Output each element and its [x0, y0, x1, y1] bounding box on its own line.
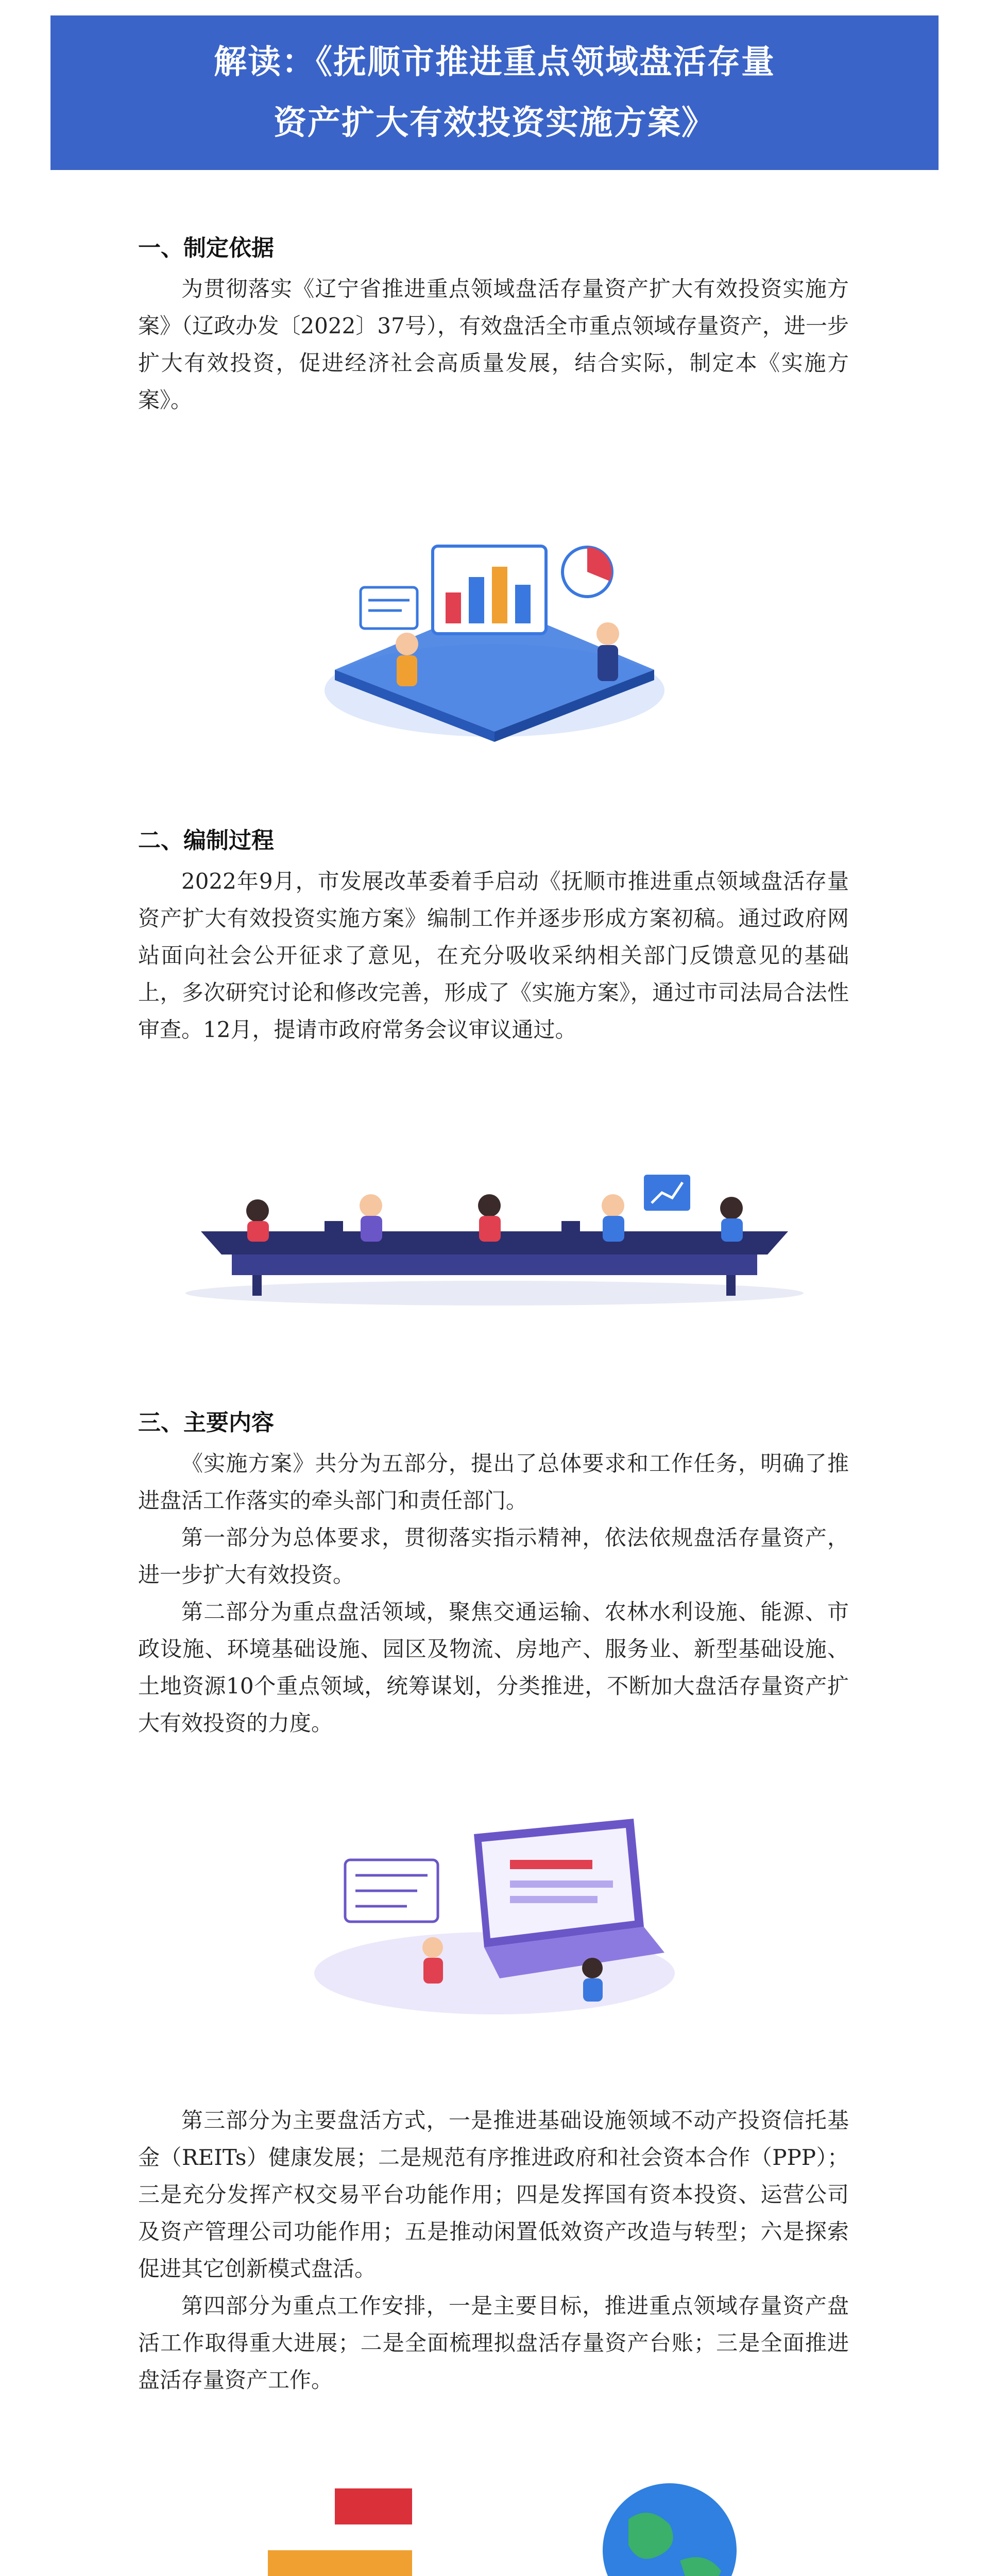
meeting-illustration — [170, 1164, 819, 1309]
person-head-icon — [246, 1199, 269, 1222]
container-icon — [268, 2550, 412, 2576]
floor-shadow — [185, 1281, 804, 1306]
laptop-icon — [561, 1221, 580, 1231]
person-body-icon — [583, 1978, 603, 2002]
paragraph: 2022年9月，市发展改革委着手启动《抚顺市推进重点领域盘活存量资产扩大有效投资实施方案》编制工作并逐步形成方案初稿。通过政府网站面向社会公开征求了意见，在充分吸收采纳相关部门反馈意见的基础上，多次研究讨论和修改完善，形成了《实施方案》，通过市司法局合法性审查。12月，提请市政府常务会议审议通过。 — [138, 869, 849, 1042]
logistics-globe-illustration — [216, 2473, 773, 2576]
laptop-icon — [325, 1221, 343, 1231]
section-heading-content: 三、主要内容 — [138, 1410, 274, 1436]
person-body-icon — [598, 645, 618, 681]
data-analysis-illustration — [299, 515, 690, 742]
person-head-icon — [596, 622, 619, 645]
paragraph: 为贯彻落实《辽宁省推进重点领域盘活存量资产扩大有效投资实施方案》（辽政办发〔2022〕37号），有效盘活全市重点领域存量资产，进一步扩大有效投资，促进经济社会高质量发展，结合实际，制定本《实施方案》。 — [138, 276, 849, 413]
screen-bar-icon — [510, 1860, 592, 1869]
content-paragraphs-b — [138, 2102, 849, 2399]
person-body-icon — [397, 655, 417, 686]
bar-icon — [492, 567, 507, 623]
paragraph: 第一部分为总体要求，贯彻落实指示精神，依法依规盘活存量资产，进一步扩大有效投资。 — [138, 1525, 849, 1587]
person-head-icon — [360, 1194, 382, 1217]
paragraph: 第三部分为主要盘活方式，一是推进基础设施领域不动产投资信托基金（REITs）健康发展；二是规范有序推进政府和社会资本合作（PPP）；三是充分发挥产权交易平台功能作用；四是发挥国有资本投资、运营公司及资产管理公司功能作用；五是推动闲置低效资产改造与转型；六是探索促进其它创新模式盘活。 — [138, 2108, 849, 2281]
chart-board-icon — [644, 1175, 690, 1211]
section-heading-process: 二、编制过程 — [138, 827, 274, 854]
title-banner — [50, 15, 939, 170]
screen-line-icon — [510, 1880, 613, 1888]
person-body-icon — [721, 1218, 743, 1242]
person-head-icon — [602, 1194, 624, 1217]
person-body-icon — [423, 1958, 443, 1984]
content-paragraphs-a — [138, 1445, 849, 1742]
screen-line-icon — [510, 1896, 598, 1903]
paragraph: 《实施方案》共分为五部分，提出了总体要求和工作任务，明确了推进盘活工作落实的牵头部门和责任部门。 — [138, 1451, 849, 1513]
person-head-icon — [396, 633, 418, 655]
table-front — [232, 1255, 757, 1275]
basis-paragraphs — [138, 270, 849, 419]
paragraph: 第四部分为重点工作安排，一是主要目标，推进重点领域存量资产盘活工作取得重大进展；二是全面梳理拟盘活存量资产台账；三是全面推进盘活存量资产工作。 — [138, 2293, 849, 2393]
bar-icon — [469, 577, 484, 623]
person-body-icon — [361, 1216, 382, 1242]
bar-icon — [446, 592, 461, 623]
person-head-icon — [582, 1958, 603, 1978]
container-icon — [335, 2488, 412, 2524]
table-leg — [726, 1275, 736, 1296]
person-body-icon — [603, 1216, 624, 1242]
title-line-1: 解读：《抚顺市推进重点领域盘活存量 — [214, 43, 775, 81]
section-heading-basis: 一、制定依据 — [138, 235, 274, 261]
paragraph: 第二部分为重点盘活领域，聚焦交通运输、农林水利设施、能源、市政设施、环境基础设施、园区及物流、房地产、服务业、新型基础设施、土地资源10个重点领域，统筹谋划，分类推进，不断加大盘活存量资产扩大有效投资的力度。 — [138, 1599, 849, 1736]
person-head-icon — [720, 1197, 743, 1219]
person-body-icon — [479, 1216, 501, 1242]
process-paragraphs — [138, 863, 849, 1048]
table-leg — [252, 1275, 262, 1296]
person-head-icon — [422, 1937, 443, 1958]
person-body-icon — [247, 1221, 269, 1242]
document-card-icon — [361, 587, 417, 629]
title-line-2: 资产扩大有效投资实施方案》 — [274, 104, 715, 142]
person-head-icon — [478, 1194, 501, 1217]
laptop-workspace-illustration — [304, 1798, 685, 2020]
bar-icon — [515, 585, 531, 623]
